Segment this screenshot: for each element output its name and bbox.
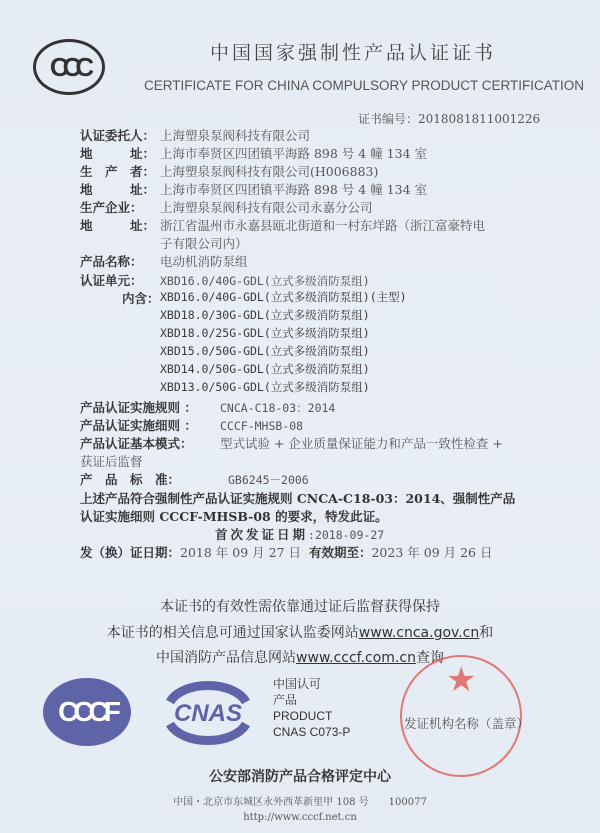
notice-text: 中国消防产品信息网站 xyxy=(156,650,297,666)
footer-url[interactable]: http://www.cccf.net.cn xyxy=(243,812,357,823)
cert-no-label: 证书编号： xyxy=(358,112,419,126)
field-label: 产 品 标 准： xyxy=(80,472,181,487)
cert-no-value: 2018081811001226 xyxy=(418,112,541,126)
notice-line-3 xyxy=(0,647,600,667)
title-cn: 中国国家强制性产品认证证书 xyxy=(210,42,497,64)
field-label: 产品认证实施规则 ： xyxy=(80,400,197,415)
field-standard xyxy=(80,470,309,488)
field-factory-address-cont xyxy=(160,234,248,252)
star-icon: ★ xyxy=(446,660,477,700)
cnas-arcs-icon xyxy=(158,676,258,748)
field-label: 产品认证基本模式： xyxy=(80,436,193,451)
cnas-logo xyxy=(158,676,258,748)
title-en: CERTIFICATE FOR CHINA COMPULSORY PRODUCT CERTIFICATION xyxy=(144,78,585,93)
field-client-address xyxy=(80,144,427,162)
field-label: 产品名称： xyxy=(80,254,143,269)
field-product-name xyxy=(80,252,248,270)
field-value: GB6245－2006 xyxy=(228,473,309,487)
notice-text: 和 xyxy=(479,625,494,641)
field-value: 子有限公司内） xyxy=(160,236,248,251)
field-label: 生产企业： xyxy=(80,200,143,215)
notice-text: 查询 xyxy=(415,650,444,666)
certificate-number xyxy=(358,110,540,127)
statement-line-2: 认证实施细则 CCCF-MHSB-08 的要求，特发此证。 xyxy=(80,509,388,524)
field-label: 认证单元： xyxy=(80,273,143,288)
cnas-line: PRODUCT xyxy=(273,709,333,723)
field-value: 电动机消防泵组 xyxy=(160,254,248,269)
field-factory-address xyxy=(80,216,485,234)
field-label: 生 产 者： xyxy=(80,164,156,179)
field-cert-unit xyxy=(80,271,370,289)
include-item: XBD16.0/40G-GDL(立式多级消防泵组)(主型) xyxy=(160,290,407,304)
issue-label: 发（换）证日期： xyxy=(80,545,181,560)
field-value: CCCF-MHSB-08 xyxy=(220,419,304,433)
first-issue-date xyxy=(215,525,384,543)
valid-value: 2023 年 09 月 26 日 xyxy=(371,545,493,560)
include-item: XBD18.0/30G-GDL(立式多级消防泵组) xyxy=(160,308,370,322)
issue-value: 2018 年 09 月 27 日 xyxy=(180,545,302,560)
field-value: 型式试验 + 企业质量保证能力和产品一致性检查 + xyxy=(220,436,503,451)
cnca-link[interactable]: www.cnca.gov.cn xyxy=(358,625,480,641)
field-value: 上海塑泉泵阀科技有限公司永嘉分公司 xyxy=(160,200,373,215)
field-details xyxy=(80,416,303,434)
cnas-logo-text: CNAS xyxy=(173,700,243,727)
first-issue-label: 首次发证日期 xyxy=(215,527,309,542)
field-client xyxy=(80,126,310,144)
cccf-logo-text: CCCF xyxy=(58,696,116,727)
ccc-logo xyxy=(33,39,105,95)
includes-label-text: 内含： xyxy=(122,291,160,306)
include-item: XBD13.0/50G-GDL(立式多级消防泵组) xyxy=(160,380,370,394)
valid-label: 有效期至： xyxy=(308,545,372,560)
ccc-logo-text: CCC xyxy=(49,51,89,82)
cnas-line: 中国认可 xyxy=(273,677,322,691)
includes-label xyxy=(122,289,160,307)
field-value: 浙江省温州市永嘉县瓯北街道和一村东垟路（浙江富豪特电 xyxy=(160,218,486,233)
field-mode-cont xyxy=(80,452,143,470)
field-rules xyxy=(80,398,335,416)
field-value: 上海市奉贤区四团镇平海路 898 号 4 幢 134 室 xyxy=(160,182,428,197)
field-label: 产品认证实施细则 ： xyxy=(80,418,197,433)
field-label: 地 址： xyxy=(80,182,156,197)
cnas-line: CNAS C073-P xyxy=(273,725,351,739)
field-manufacturer-address xyxy=(80,180,427,198)
include-item: XBD15.0/50G-GDL(立式多级消防泵组) xyxy=(160,344,370,358)
field-factory xyxy=(80,198,373,216)
field-value: 获证后监督 xyxy=(80,454,143,469)
include-item: XBD14.0/50G-GDL(立式多级消防泵组) xyxy=(160,362,370,376)
field-value: 上海市奉贤区四团镇平海路 898 号 4 幢 134 室 xyxy=(160,146,428,161)
cnas-line: 产品 xyxy=(273,693,298,707)
cccf-link[interactable]: www.cccf.com.cn xyxy=(296,650,416,666)
notice-line-1: 本证书的有效性需依靠通过证后监督获得保持 xyxy=(160,599,440,615)
field-mode xyxy=(80,434,503,452)
field-manufacturer xyxy=(80,162,378,180)
first-issue-value: :2018-09-27 xyxy=(308,528,385,542)
issuer-label: 发证机构名称（盖章） xyxy=(404,716,530,731)
field-value: CNCA-C18-03：2014 xyxy=(220,401,336,415)
footer-address: 中国・北京市东城区永外西革新里甲 108 号 100077 xyxy=(173,797,427,808)
field-value: XBD16.0/40G-GDL(立式多级消防泵组) xyxy=(160,274,370,288)
cccf-logo xyxy=(43,678,131,746)
notice-line-2 xyxy=(0,622,600,642)
field-label: 认证委托人： xyxy=(80,128,156,143)
field-value: 上海塑泉泵阀科技有限公司 xyxy=(160,128,311,143)
include-item: XBD18.0/25G-GDL(立式多级消防泵组) xyxy=(160,326,370,340)
cnas-accreditation-text xyxy=(273,676,350,740)
statement-line-1: 上述产品符合强制性产品认证实施规则 CNCA-C18-03：2014、强制性产品 xyxy=(80,491,516,506)
notice-text: 本证书的相关信息可通过国家认监委网站 xyxy=(106,625,359,641)
issue-date xyxy=(80,543,492,561)
footer-organization: 公安部消防产品合格评定中心 xyxy=(209,769,391,785)
field-label: 地 址： xyxy=(80,146,156,161)
field-value: 上海塑泉泵阀科技有限公司(H006883) xyxy=(160,164,379,179)
field-label: 地 址： xyxy=(80,218,156,233)
